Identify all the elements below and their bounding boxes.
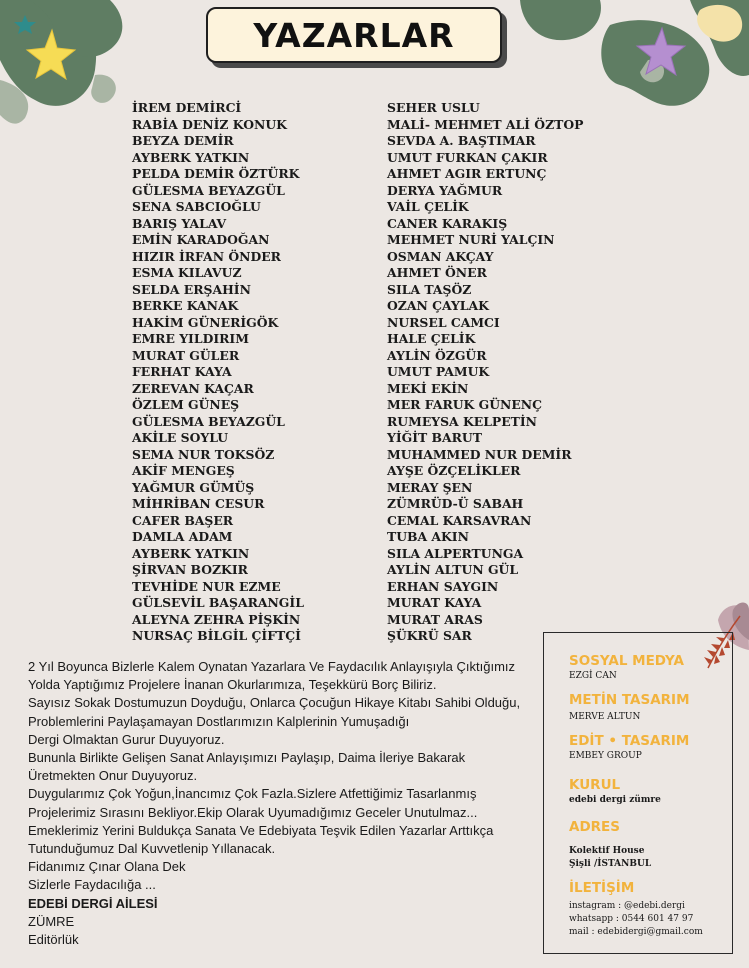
author-name: HALE ÇELİK bbox=[387, 331, 476, 346]
author-name: AHMET ÖNER bbox=[387, 265, 487, 280]
author-name: PELDA DEMİR ÖZTÜRK bbox=[132, 166, 300, 181]
message-line: Sizlerle Faydacılığa ... bbox=[28, 877, 156, 893]
author-name: DAMLA ADAM bbox=[132, 529, 233, 544]
author-name: CEMAL KARSAVRAN bbox=[387, 512, 532, 528]
author-name: AYŞE ÖZÇELİKLER bbox=[387, 463, 521, 478]
author-name: ŞÜKRÜ SAR bbox=[387, 628, 472, 643]
author-name: MURAT KAYA bbox=[387, 595, 482, 610]
author-name: MURAT ARAS bbox=[387, 611, 483, 627]
author-name: SILA ALPERTUNGA bbox=[387, 545, 524, 561]
authors-right-column bbox=[387, 100, 583, 645]
author-name: YAĞMUR GÜMÜŞ bbox=[132, 479, 255, 495]
author-name: CAFER BAŞER bbox=[132, 512, 234, 528]
message-line: Problemlerini Paylaşamayan Dostlarımızın Kalplerinin Yumuşadığı bbox=[28, 713, 410, 729]
author-name: AKİF MENGEŞ bbox=[132, 463, 235, 478]
author-name: SEVDA A. BAŞTIMAR bbox=[387, 133, 536, 148]
author-name: BERKE KANAK bbox=[132, 298, 239, 313]
edit-design-heading: EDİT • TASARIM bbox=[569, 733, 690, 749]
text-design-section bbox=[569, 692, 690, 724]
message-line: Yolda Yaptığımız Projelere İnanan Okurlarımıza, Teşekkürü Borç Biliriz. bbox=[28, 677, 437, 693]
board-section bbox=[569, 777, 661, 807]
author-name: MUHAMMED NUR DEMİR bbox=[387, 446, 572, 462]
message-line: 2 Yıl Boyunca Bizlerle Kalem Oynatan Yazarlara Ve Faydacılık Anlayışıyla Çıktığımız bbox=[28, 659, 516, 674]
contact-heading: İLETİŞİM bbox=[569, 880, 635, 896]
credits-box bbox=[543, 632, 733, 954]
author-name: DERYA YAĞMUR bbox=[387, 182, 503, 198]
edit-design-value: EMBEY GROUP bbox=[569, 751, 642, 761]
author-name: AYLİN ÖZGÜR bbox=[387, 347, 487, 363]
signature-line-2: ZÜMRE bbox=[28, 913, 75, 929]
author-name: EMİN KARADOĞAN bbox=[132, 232, 270, 247]
author-name: MALİ- MEHMET ALİ ÖZTOP bbox=[387, 116, 584, 132]
address-line-1: Kolektif House bbox=[569, 846, 645, 856]
author-name: AYBERK YATKIN bbox=[132, 149, 250, 165]
social-media-section bbox=[569, 653, 684, 683]
signature-name: EDEBİ DERGİ AİLESİ bbox=[28, 895, 158, 911]
thank-you-message bbox=[28, 658, 543, 949]
title-banner bbox=[206, 7, 502, 63]
author-name: SEMA NUR TOKSÖZ bbox=[132, 446, 275, 462]
author-name: MERAY ŞEN bbox=[387, 479, 473, 495]
message-line: Emeklerimiz Yerini Buldukça Sanata Ve Edebiyata Teşvik Edilen Yazarlar Arttıkça bbox=[28, 822, 494, 838]
author-name: AYLİN ALTUN GÜL bbox=[387, 562, 519, 577]
edit-design-section bbox=[569, 733, 689, 763]
message-line: Dergi Olmaktan Gurur Duyuyoruz. bbox=[28, 731, 225, 747]
author-name: MER FARUK GÜNENÇ bbox=[387, 397, 542, 412]
author-name: GÜLSEVİL BAŞARANGİL bbox=[132, 595, 304, 610]
message-line: Projelerimiz Sırasını Bekliyor.Ekip Olarak Uyumadığımız Geceler Unutulmaz... bbox=[28, 804, 478, 820]
message-line: Duygularımız Çok Yoğun,İnancımız Çok Fazla.Sizlere Atfettiğimiz Tasarlanmış bbox=[28, 786, 477, 802]
contact-instagram: instagram : @edebi.dergi bbox=[569, 901, 685, 911]
author-name: CANER KARAKIŞ bbox=[387, 215, 508, 231]
author-name: YİĞİT BARUT bbox=[387, 430, 482, 445]
author-name: ÖZLEM GÜNEŞ bbox=[132, 397, 240, 412]
author-name: SILA TAŞÖZ bbox=[387, 281, 472, 297]
author-name: GÜLESMA BEYAZGÜL bbox=[132, 182, 285, 198]
message-line: Üretmekten Onur Duyuyoruz. bbox=[28, 768, 198, 784]
message-paragraph bbox=[28, 658, 543, 895]
author-name: ŞİRVAN BOZKIR bbox=[132, 562, 248, 577]
social-media-value: EZGİ CAN bbox=[569, 671, 617, 681]
author-name: AKİLE SOYLU bbox=[132, 430, 229, 445]
author-name: UMUT PAMUK bbox=[387, 364, 490, 379]
author-name: NURSEL CAMCI bbox=[387, 314, 500, 330]
author-name: OSMAN AKÇAY bbox=[387, 248, 494, 264]
author-name: GÜLESMA BEYAZGÜL bbox=[132, 413, 285, 429]
author-name: AHMET AGIR ERTUNÇ bbox=[387, 166, 547, 181]
message-line: Sayısız Sokak Dostumuzun Doyduğu, Onlarca Çocuğun Hikaye Kitabı Sahibi Olduğu, bbox=[28, 695, 521, 711]
social-media-heading: SOSYAL MEDYA bbox=[569, 653, 684, 669]
board-value: edebi dergi zümre bbox=[569, 795, 661, 805]
address-heading: ADRES bbox=[569, 819, 620, 835]
author-name: TUBA AKIN bbox=[387, 529, 469, 544]
author-name: ZÜMRÜD-Ü SABAH bbox=[387, 496, 524, 511]
author-name: NURSAÇ BİLGİL ÇİFTÇİ bbox=[132, 628, 301, 643]
signature-line-3: Editörlük bbox=[28, 932, 79, 948]
authors-left-column bbox=[132, 100, 304, 645]
author-name: ZEREVAN KAÇAR bbox=[132, 380, 254, 396]
author-name: ESMA KILAVUZ bbox=[132, 265, 242, 280]
author-name: TEVHİDE NUR EZME bbox=[132, 578, 281, 594]
author-name: UMUT FURKAN ÇAKIR bbox=[387, 149, 548, 165]
author-name: RABİA DENİZ KONUK bbox=[132, 116, 287, 132]
author-name: SELDA ERŞAHİN bbox=[132, 281, 251, 297]
contact-section bbox=[569, 880, 703, 939]
author-name: HIZIR İRFAN ÖNDER bbox=[132, 248, 281, 264]
author-name: SENA SABCIOĞLU bbox=[132, 199, 261, 214]
text-design-value: MERVE ALTUN bbox=[569, 712, 641, 722]
message-line: Bununla Birlikte Gelişen Sanat Anlayışımızı Paylaşıp, Daima İleriye Bakarak bbox=[28, 750, 466, 766]
author-name: BARIŞ YALAV bbox=[132, 215, 227, 231]
author-name: MURAT GÜLER bbox=[132, 347, 240, 363]
message-line: Fidanımız Çınar Olana Dek bbox=[28, 859, 186, 875]
author-name: HAKİM GÜNERİGÖK bbox=[132, 314, 279, 330]
board-heading: KURUL bbox=[569, 777, 621, 793]
message-line: Tutunduğumuz Dal Kuvvetlenip Yıllanacak. bbox=[28, 841, 276, 857]
author-name: BEYZA DEMİR bbox=[132, 133, 234, 148]
author-name: AYBERK YATKIN bbox=[132, 545, 250, 561]
address-line-2: Şişli /İSTANBUL bbox=[569, 859, 652, 869]
address-section bbox=[569, 819, 651, 871]
page-title: YAZARLAR bbox=[253, 15, 455, 55]
author-name: ALEYNA ZEHRA PİŞKİN bbox=[132, 611, 301, 627]
author-name: FERHAT KAYA bbox=[132, 364, 232, 379]
author-name: ERHAN SAYGIN bbox=[387, 578, 499, 594]
author-name: MEHMET NURİ YALÇIN bbox=[387, 232, 555, 247]
contact-mail: mail : edebidergi@gmail.com bbox=[569, 927, 703, 937]
author-name: VAİL ÇELİK bbox=[387, 199, 469, 214]
contact-whatsapp: whatsapp : 0544 601 47 97 bbox=[569, 914, 694, 924]
author-name: EMRE YILDIRIM bbox=[132, 331, 249, 346]
author-name: OZAN ÇAYLAK bbox=[387, 298, 489, 313]
author-name: RUMEYSA KELPETİN bbox=[387, 413, 538, 429]
text-design-heading: METİN TASARIM bbox=[569, 692, 690, 708]
top-right-blob-decoration bbox=[520, 0, 749, 106]
author-name: MİHRİBAN CESUR bbox=[132, 496, 265, 511]
author-name: SEHER USLU bbox=[387, 100, 480, 115]
author-name: İREM DEMİRCİ bbox=[132, 100, 242, 115]
author-name: MEKİ EKİN bbox=[387, 380, 469, 396]
